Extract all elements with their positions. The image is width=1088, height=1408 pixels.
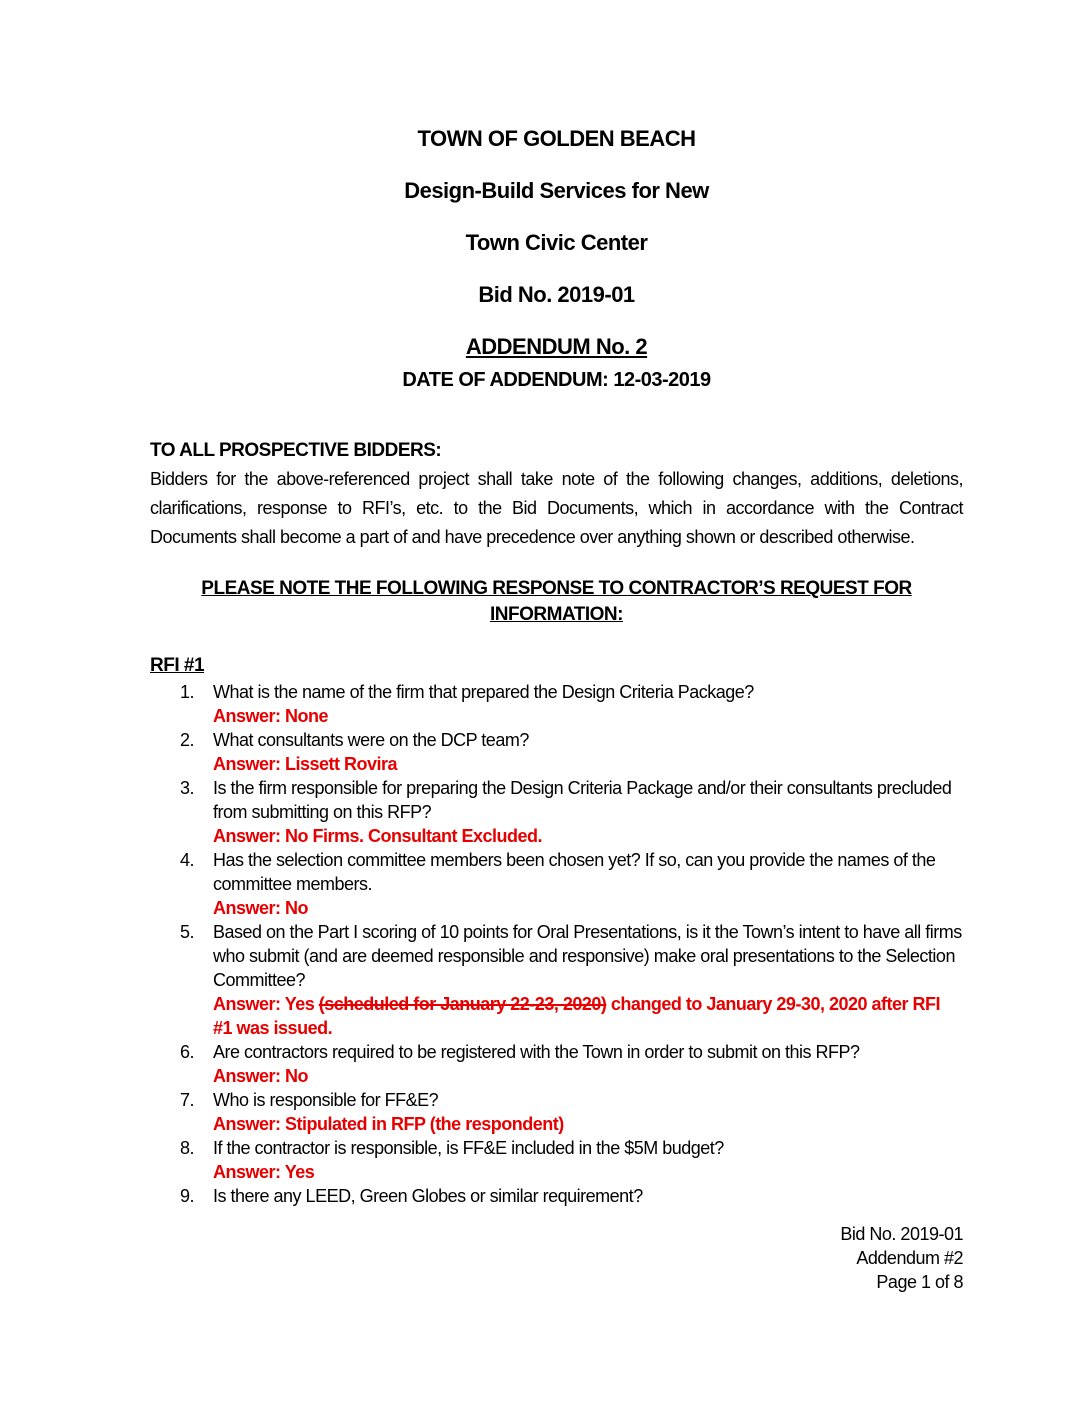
answer-prefix: Answer: Yes (213, 994, 319, 1014)
answer-text: Answer: Yes (213, 1162, 315, 1182)
footer-page-number: Page 1 of 8 (876, 1272, 963, 1292)
title-block (150, 128, 963, 390)
addendum-date: DATE OF ADDENDUM: 12-03-2019 (402, 369, 711, 391)
addendum-heading: ADDENDUM No. 2 (465, 334, 648, 359)
question-text: Based on the Part I scoring of 10 points for Oral Presentations, is it the Town’s intent to have all firms who submit (and are deemed responsible and responsive) make oral presentations to the Selection Committee? (213, 922, 962, 990)
answer-text: Answer: None (213, 706, 329, 726)
question-body (213, 728, 963, 776)
question-body (213, 1088, 963, 1136)
question-item-9 (180, 1184, 963, 1208)
question-item-7 (180, 1088, 963, 1136)
question-number: 6. (180, 1042, 195, 1062)
question-body (213, 920, 963, 1040)
question-body (213, 776, 963, 848)
question-number: 2. (180, 730, 195, 750)
answer-suffix: changed to January 29-30, 2020 after RFI #1 was issued. (213, 994, 941, 1038)
question-item-5 (180, 920, 963, 1040)
question-text: Is there any LEED, Green Globes or similar requirement? (213, 1186, 643, 1206)
question-text: Are contractors required to be registered with the Town in order to submit on this RFP? (213, 1042, 860, 1062)
notice-heading-line-1: PLEASE NOTE THE FOLLOWING RESPONSE TO CONTRACTOR’S REQUEST FOR (201, 578, 912, 599)
question-text: Has the selection committee members been chosen yet? If so, can you provide the names of the committee members. (213, 850, 936, 894)
question-list (150, 680, 963, 1208)
question-body (213, 1136, 963, 1184)
answer-strikethrough-text: (scheduled for January 22-23, 2020) (318, 994, 607, 1014)
question-item-8 (180, 1136, 963, 1184)
question-body (213, 848, 963, 920)
question-text: What is the name of the firm that prepared the Design Criteria Package? (213, 682, 754, 702)
notice-heading (150, 576, 963, 628)
answer-text: Answer: No Firms. Consultant Excluded. (213, 826, 543, 846)
answer-text: Answer: No (213, 898, 309, 918)
question-body (213, 1184, 963, 1208)
question-item-2 (180, 728, 963, 776)
question-body (213, 680, 963, 728)
question-body (213, 1040, 963, 1088)
question-text: If the contractor is responsible, is FF&E included in the $5M budget? (213, 1138, 724, 1158)
question-number: 4. (180, 850, 195, 870)
question-text: Is the firm responsible for preparing the Design Criteria Package and/or their consultants precluded from submitting on this RFP? (213, 778, 952, 822)
bidders-heading: TO ALL PROSPECTIVE BIDDERS: (150, 440, 442, 461)
question-text: What consultants were on the DCP team? (213, 730, 529, 750)
bidders-paragraph: Bidders for the above-referenced project shall take note of the following changes, additions, deletions, clarifications, response to RFI’s, etc. to the Bid Documents, which in accordance with the Contract Documents shall become a part of and have precedence over anything shown or described otherwise. (150, 469, 963, 547)
question-number: 1. (180, 682, 195, 702)
question-text: Who is responsible for FF&E? (213, 1090, 439, 1110)
answer-text: Answer: Stipulated in RFP (the respondent) (213, 1114, 564, 1134)
doc-title-project: Town Civic Center (465, 230, 648, 255)
answer-text (213, 992, 963, 1040)
footer-bid-no: Bid No. 2019-01 (840, 1224, 963, 1244)
question-item-3 (180, 776, 963, 848)
answer-text: Answer: Lissett Rovira (213, 754, 398, 774)
question-item-4 (180, 848, 963, 920)
rfi-heading: RFI #1 (150, 655, 205, 676)
question-number: 5. (180, 922, 195, 942)
question-item-1 (180, 680, 963, 728)
notice-heading-line-2: INFORMATION: (490, 604, 623, 625)
doc-title-services: Design-Build Services for New (404, 178, 709, 203)
footer-addendum: Addendum #2 (856, 1248, 963, 1268)
doc-title-bid-no: Bid No. 2019-01 (478, 282, 635, 307)
question-item-6 (180, 1040, 963, 1088)
question-number: 8. (180, 1138, 195, 1158)
answer-text: Answer: No (213, 1066, 309, 1086)
page-footer (150, 1222, 963, 1294)
question-number: 3. (180, 778, 195, 798)
doc-title-town: TOWN OF GOLDEN BEACH (417, 126, 696, 151)
question-number: 7. (180, 1090, 195, 1110)
question-number: 9. (180, 1186, 195, 1206)
